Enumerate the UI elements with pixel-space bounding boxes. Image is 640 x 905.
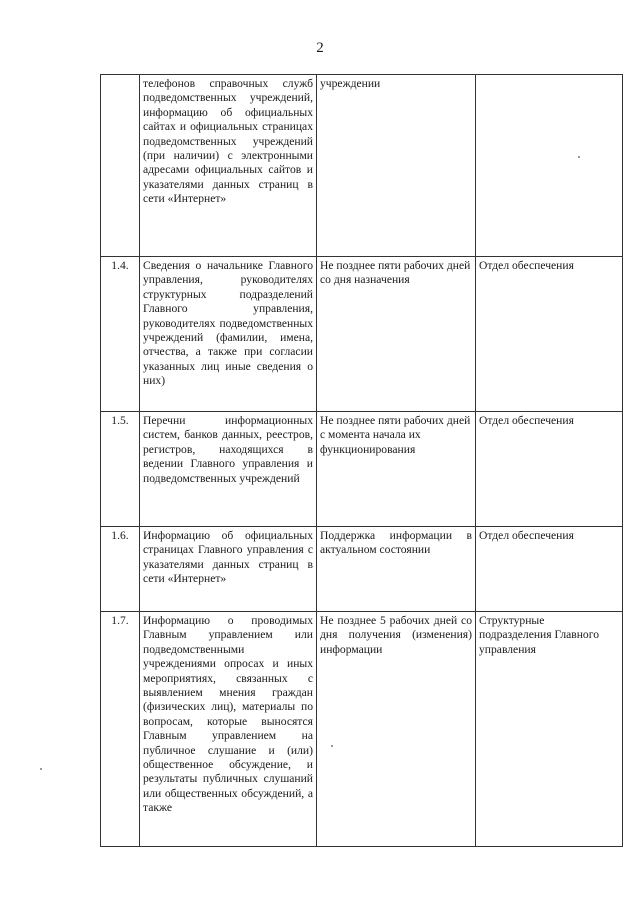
row-description: Информацию о проводимых Главным управлением или подведомственными учреждениями опросах и иных мероприятиях, связанных с выявлением мнения граждан (физических лиц), материалы по вопросам, которые выносятся Главным управлением на публичное слушание и (или) общественное обсуждение, и результаты публичных слушаний или общественных обсуждений, а также [140,612,317,847]
row-deadline: Не позднее пяти рабочих дней с момента начала их функционирования [317,412,476,527]
row-description: Сведения о начальнике Главного управления, руководителях структурных подразделений Главного управления, руководителях подведомственных учреждений (фамилии, имена, отчества, а также при согласии указанных лиц иные сведения о них) [140,257,317,412]
row-description: Перечни информационных систем, банков данных, реестров, регистров, находящихся в ведении Главного управления и подведомственных учреждений [140,412,317,527]
row-responsible: Структурные подразделения Главного управления [476,612,623,847]
row-number [101,75,140,257]
scan-speck [331,745,333,747]
row-number: 1.4. [101,257,140,412]
row-responsible: Отдел обеспечения [476,257,623,412]
row-deadline: Поддержка информации в актуальном состоянии [317,527,476,612]
scan-speck [40,768,42,770]
row-deadline: учреждении [317,75,476,257]
row-description: Информацию об официальных страницах Главного управления с указателями данных страниц в сети «Интернет» [140,527,317,612]
row-description: телефонов справочных служб подведомственных учреждений, информацию об официальных сайтах и официальных страницах подведомственных учреждений (при наличии) с электронными адресами официальных сайтов и указателями данных страниц в сети «Интернет» [140,75,317,257]
row-responsible [476,75,623,257]
table-row [101,527,623,612]
row-responsible: Отдел обеспечения [476,412,623,527]
row-deadline: Не позднее 5 рабочих дней со дня получения (изменения) информации [317,612,476,847]
table-row [101,412,623,527]
table-row [101,257,623,412]
document-table [100,74,623,847]
row-number: 1.5. [101,412,140,527]
row-deadline: Не позднее пяти рабочих дней со дня назначения [317,257,476,412]
row-responsible: Отдел обеспечения [476,527,623,612]
row-number: 1.7. [101,612,140,847]
scan-speck [578,156,580,158]
page-number: 2 [316,40,324,56]
table-row [101,75,623,257]
table-row [101,612,623,847]
row-number: 1.6. [101,527,140,612]
